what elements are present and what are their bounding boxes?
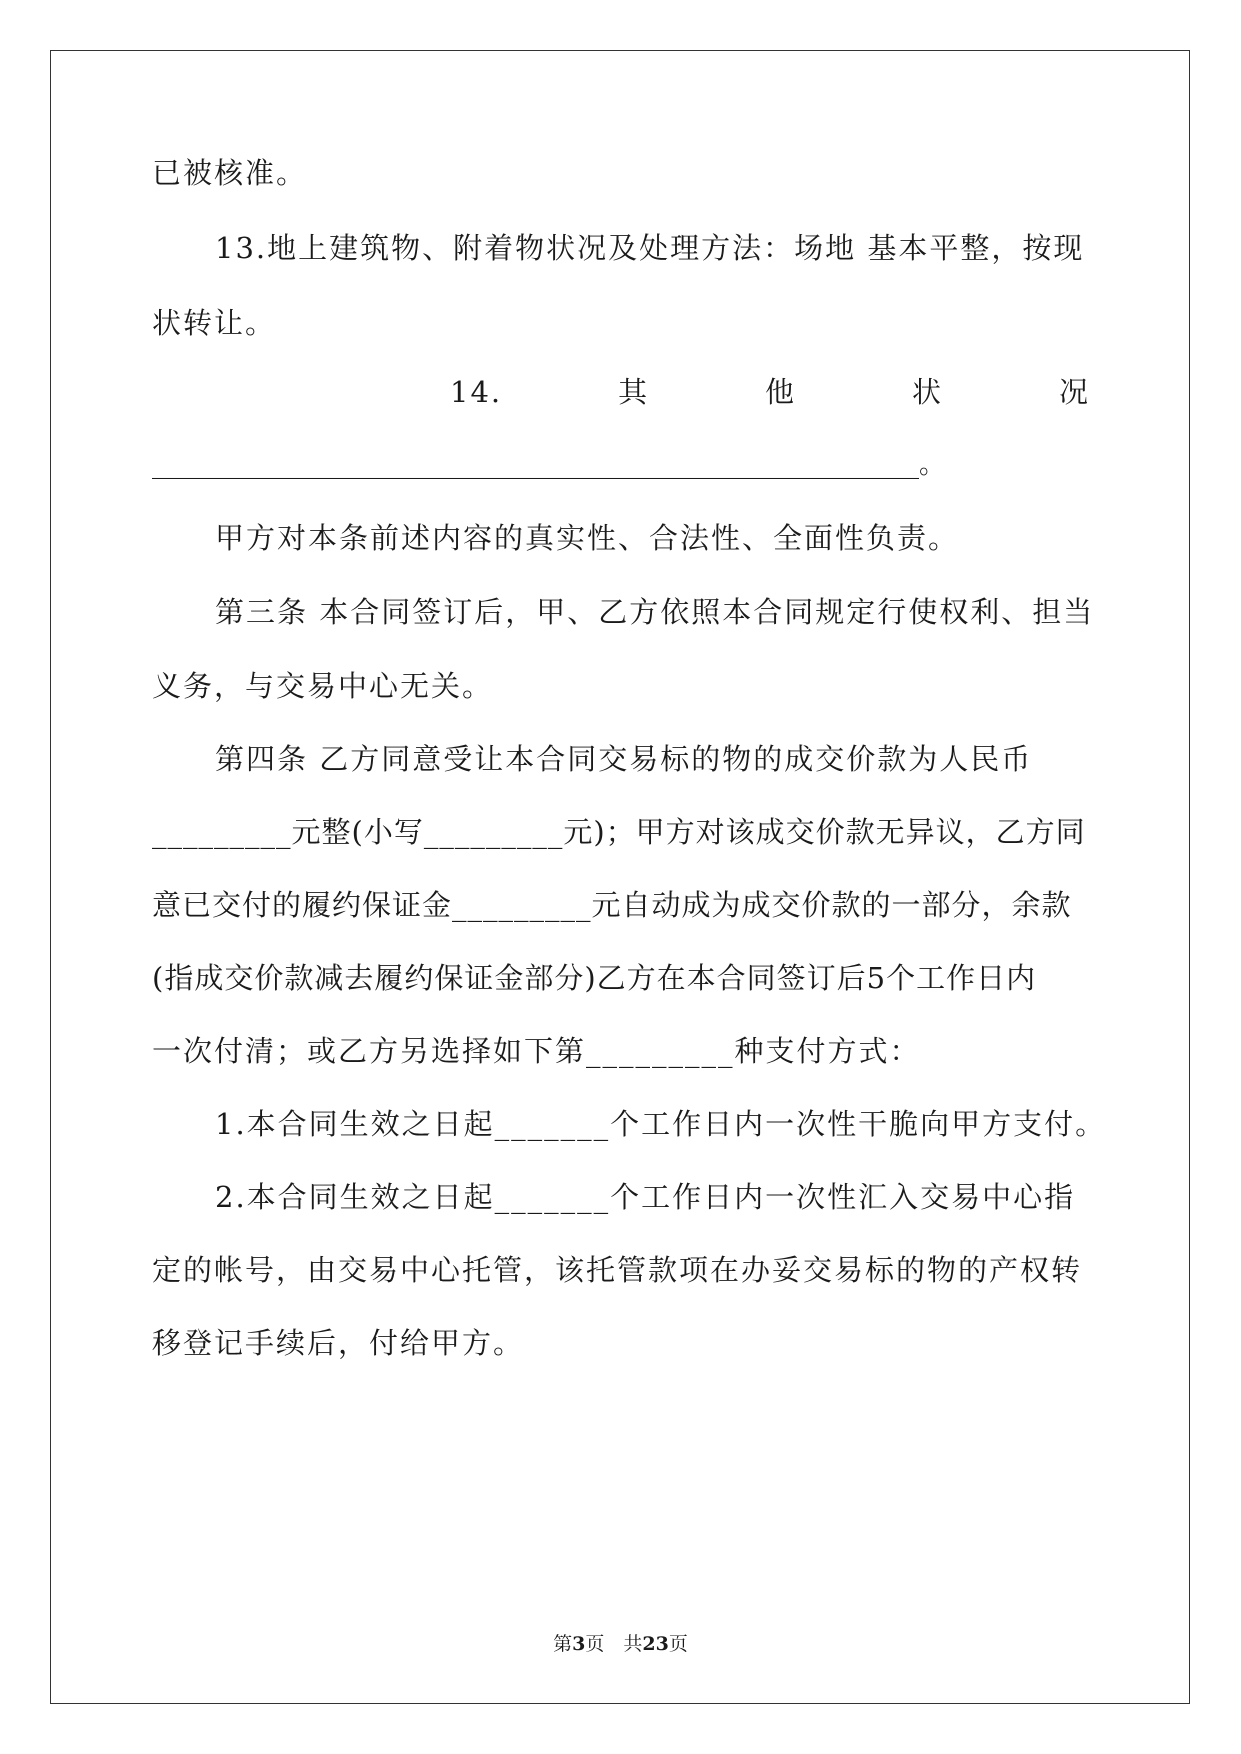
text-line: 13.地上建筑物、附着物状况及处理方法：场地 基本平整，按现 — [215, 231, 1085, 265]
spread-char: 况 — [1058, 375, 1090, 409]
page-footer — [0, 1632, 1241, 1656]
current-page-number: 3 — [572, 1633, 586, 1655]
footer-prefix: 第 — [553, 1633, 573, 1655]
article-3: 第三条 本合同签订后，甲、乙方依照本合同规定行使权利、担当 — [215, 595, 1095, 629]
page-border — [50, 50, 1190, 1704]
text-line: (指成交价款减去履约保证金部分)乙方在本合同签订后5个工作日内 — [152, 961, 1037, 995]
option-1: 1.本合同生效之日起_______个工作日内一次性干脆向甲方支付。 — [215, 1107, 1107, 1141]
text-line: 移登记手续后，付给甲方。 — [152, 1326, 525, 1360]
clause-number: 14. — [450, 375, 503, 409]
text-line: 状转让。 — [152, 306, 277, 340]
total-pages-number: 23 — [642, 1633, 669, 1655]
text-line: 定的帐号，由交易中心托管，该托管款项在办妥交易标的物的产权转 — [152, 1253, 1083, 1287]
footer-mid: 页 共 — [585, 1633, 643, 1655]
spread-char: 他 — [765, 375, 797, 409]
text-line: 意已交付的履约保证金_________元自动成为成交价款的一部分，余款 — [152, 888, 1072, 922]
spread-char: 状 — [912, 375, 944, 409]
text-line-spread — [450, 372, 1090, 412]
spread-char: 其 — [618, 375, 650, 409]
text-line: _________元整(小写_________元)；甲方对该成交价款无异议，乙方同 — [152, 815, 1086, 849]
option-2: 2.本合同生效之日起_______个工作日内一次性汇入交易中心指 — [215, 1180, 1076, 1214]
text-line: 甲方对本条前述内容的真实性、合法性、全面性负责。 — [215, 521, 960, 555]
text-line: 一次付清；或乙方另选择如下第_________种支付方式： — [152, 1034, 921, 1068]
text-line: 已被核准。 — [152, 156, 308, 190]
article-4: 第四条 乙方同意受让本合同交易标的物的成交价款为人民币 — [215, 742, 1033, 776]
blank-line: ___________________________________________________________。 — [152, 450, 945, 480]
text-line: 义务，与交易中心无关。 — [152, 669, 494, 703]
footer-suffix: 页 — [668, 1633, 688, 1655]
